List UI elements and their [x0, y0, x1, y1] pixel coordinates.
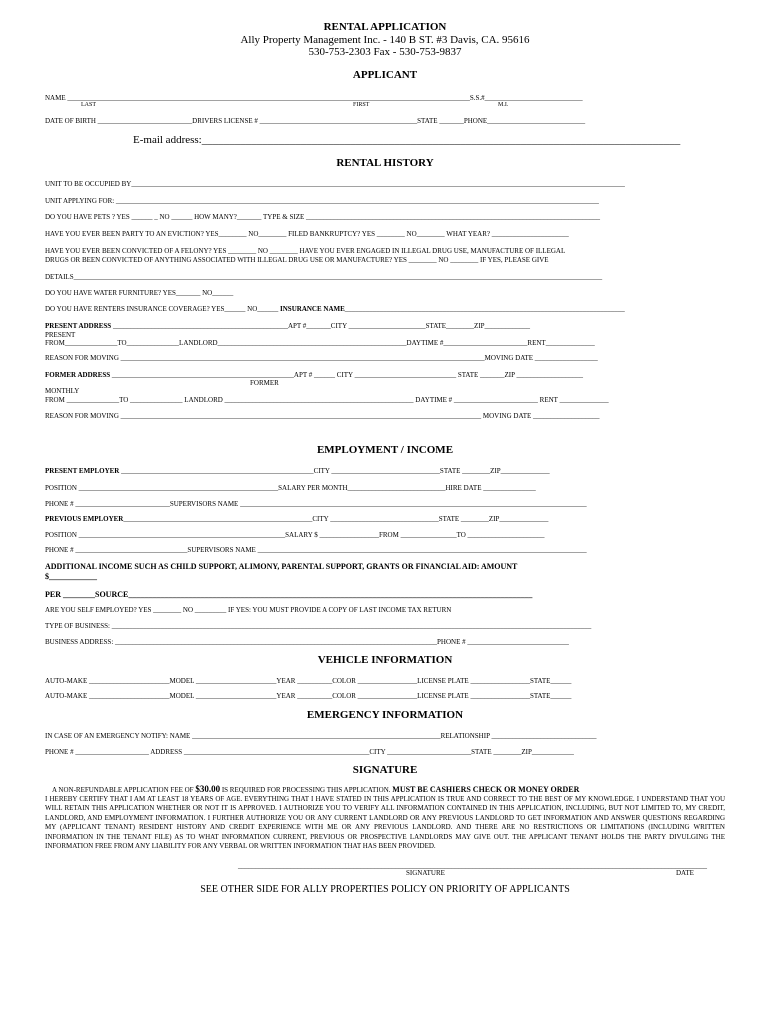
former-address-label: FORMER ADDRESS	[45, 371, 111, 379]
felony-question-line-2[interactable]: DRUGS OR BEEN CONVICTED OF ANYTHING ASSOCIATED WITH ILLEGAL DRUG USE OR MANUFACTURE? YES ________ NO ________ IF YES, PLEASE GIVE	[45, 256, 549, 264]
fee-text-start: A NON-REFUNDABLE APPLICATION FEE OF	[52, 786, 196, 794]
emergency-notify-field[interactable]: IN CASE OF AN EMERGENCY NOTIFY: NAME _______________________________________________________________________RELATIONSHIP ______________________________	[45, 732, 597, 740]
auto-2-field[interactable]: AUTO-MAKE _______________________MODEL _______________________YEAR __________COLOR _________________LICENSE PLATE _________________STATE______	[45, 692, 572, 700]
self-employed-field[interactable]: ARE YOU SELF EMPLOYED? YES ________ NO _________ IF YES: YOU MUST PROVIDE A COPY OF LAST INCOME TAX RETURN	[45, 606, 452, 614]
present-address-line: __________________________________________________APT #_______CITY ______________________STATE________ZIP_____________	[111, 322, 531, 330]
business-address-field[interactable]: BUSINESS ADDRESS: ____________________________________________________________________________________________PHONE # _____________________________	[45, 638, 569, 646]
additional-income-label: ADDITIONAL INCOME SUCH AS CHILD SUPPORT, ALIMONY, PARENTAL SUPPORT, GRANTS OR FINANCIAL AID: AMOUNT	[45, 562, 518, 571]
dob-license-field[interactable]: DATE OF BIRTH ___________________________DRIVERS LICENSE # _____________________________________________STATE _______PHONE____________________________	[45, 117, 586, 125]
additional-income-amount-field[interactable]: $____________	[45, 572, 97, 581]
present-address-label: PRESENT ADDRESS	[45, 322, 112, 330]
felony-question-line-1[interactable]: HAVE YOU EVER BEEN CONVICTED OF A FELONY? YES ________ NO ________ HAVE YOU EVER ENGAGED IN ILLEGAL DRUG USE, MANUFACTURE OF ILLEGAL	[45, 247, 566, 255]
present-employer-field[interactable]	[45, 467, 550, 476]
signature-label: SIGNATURE	[406, 869, 445, 877]
email-field[interactable]: E-mail address:_______________________________________________________________________________________	[133, 134, 681, 146]
insurance-name-line: ________________________________________________________________________________	[344, 305, 625, 313]
details-field[interactable]: DETAILS_______________________________________________________________________________________________________________________________________________________	[45, 273, 603, 281]
signature-heading: SIGNATURE	[352, 764, 418, 776]
per-source-field[interactable]: PER ________SOURCE_____________________________________________________________________________________________________	[45, 590, 533, 599]
unit-applying-field[interactable]: UNIT APPLYING FOR: __________________________________________________________________________________________________________________________________________	[45, 197, 599, 205]
monthly-label: MONTHLY	[45, 387, 80, 395]
present-employer-line: _______________________________________________________CITY _______________________________STATE ________ZIP______________	[119, 467, 550, 475]
pets-field[interactable]: DO YOU HAVE PETS ? YES ______ _ NO ______ HOW MANY?_______ TYPE & SIZE ____________________________________________________________________________________	[45, 213, 601, 221]
emergency-phone-field[interactable]: PHONE # _____________________ ADDRESS _____________________________________________________CITY ________________________STATE ________ZIP____________	[45, 748, 574, 756]
rental-history-heading: RENTAL HISTORY	[336, 157, 434, 169]
certification-paragraph: I HEREBY CERTIFY THAT I AM AT LEAST 18 YEARS OF AGE. EVERYTHING THAT I HAVE STATED IN THIS APPLICATION IS TRUE AND CORRECT TO THE BEST OF MY KNOWLEDGE. I UNDERSTAND THAT YOU WILL RETAIN THIS APPLICATION WHETHER OR NOT IT IS APPROVED. I AUTHORIZE YOU TO VERIFY ALL INFORMATION CONTAINED IN THIS APPLICATION, INCLUDING, BUT NOT LIMITED TO, MY CREDIT, LANDLORD, AND EMPLOYMENT INFORMATION. I FURTHER AUTHORIZE YOU OR ANY CURRENT LANDLORD OR ANY PREVIOUS LANDLORD TO GET INFORMATION AND ANSWER QUESTIONS REGARDING MY (APPLICANT TENANT) RESIDENT HISTORY AND CREDIT EXPERIENCE WITH ME OR ANY PREVIOUS LANDLORD. AND THERE ARE NO RESTRICTIONS OR LIMITATIONS (INCLUDING WRITTEN INFORMATION IN THE TENANT FILE) AS TO WHAT INFORMATION CURRENT, PREVIOUS OR PROSPECTIVE LANDLORDS MAY GIVE OUT. THE APPLICANT TENANT HOLDS THE PARTY DIVULGING THE INFORMATION FREE FROM ANY LIABILITY FOR ANY VERBAL OR WRITTEN INFORMATION THAT HAS BEEN PROVIDED.	[45, 795, 725, 851]
company-phones: 530-753-2303 Fax - 530-753-9837	[308, 46, 462, 58]
name-field[interactable]: NAME ___________________________________________________________________________________________________________________S.S.#____________________________	[45, 94, 583, 102]
present-label: PRESENT	[45, 331, 76, 339]
application-fee-notice	[52, 785, 579, 795]
present-from-field[interactable]: FROM_______________TO_______________LANDLORD______________________________________________________DAYTIME #________________________RENT______________	[45, 339, 595, 347]
present-employer-label: PRESENT EMPLOYER	[45, 467, 120, 475]
previous-employer-field[interactable]	[45, 515, 548, 524]
signature-line[interactable]: ______________________________________________________________________________________________________________________________________	[238, 862, 707, 870]
name-sublabel-last: LAST	[81, 102, 96, 108]
previous-position-field[interactable]: POSITION ___________________________________________________________SALARY $ _________________FROM ________________TO ______________________	[45, 531, 545, 539]
type-business-field[interactable]: TYPE OF BUSINESS: _________________________________________________________________________________________________________________________________________	[45, 622, 592, 630]
eviction-field[interactable]: HAVE YOU EVER BEEN PARTY TO AN EVICTION? YES________ NO________ FILED BANKRUPTCY? YES ________ NO________ WHAT YEAR? ______________________	[45, 230, 569, 238]
former-address-line: ____________________________________________________APT # ______ CITY _____________________________ STATE _______ZIP ___________________	[110, 371, 584, 379]
company-address: Ally Property Management Inc. - 140 B ST. #3 Davis, CA. 95616	[240, 34, 530, 46]
previous-employer-line: ______________________________________________________CITY _______________________________STATE ________ZIP______________	[123, 515, 549, 523]
former-address-field[interactable]	[45, 371, 583, 380]
fee-amount: $30.00	[195, 784, 221, 794]
previous-phone-field[interactable]: PHONE # ________________________________SUPERVISORS NAME ______________________________________________________________________________________________	[45, 546, 587, 554]
former-from-field[interactable]: FROM _______________TO _______________ LANDLORD ______________________________________________________ DAYTIME # ________________________ RENT ______________	[45, 396, 609, 404]
insurance-name-label: INSURANCE NAME	[280, 305, 345, 313]
date-label: DATE	[676, 869, 694, 877]
former-label: FORMER	[250, 379, 279, 387]
footer-note: SEE OTHER SIDE FOR ALLY PROPERTIES POLICY ON PRIORITY OF APPLICANTS	[200, 884, 570, 895]
previous-employer-label: PREVIOUS EMPLOYER	[45, 515, 124, 523]
present-address-field[interactable]	[45, 322, 530, 331]
employment-heading: EMPLOYMENT / INCOME	[316, 444, 454, 456]
insurance-field[interactable]	[45, 305, 625, 314]
former-reason-field[interactable]: REASON FOR MOVING _______________________________________________________________________________________________________ MOVING DATE ___________________	[45, 412, 600, 420]
fee-text-middle: IS REQUIRED FOR PROCESSING THIS APPLICATION.	[220, 786, 393, 794]
present-reason-field[interactable]: REASON FOR MOVING ________________________________________________________________________________________________________MOVING DATE __________________	[45, 354, 598, 362]
applicant-heading: APPLICANT	[352, 69, 418, 81]
name-sublabel-mi: M.I.	[498, 102, 509, 108]
vehicle-heading: VEHICLE INFORMATION	[317, 654, 453, 666]
emergency-heading: EMERGENCY INFORMATION	[306, 709, 464, 721]
form-title: RENTAL APPLICATION	[323, 21, 447, 33]
auto-1-field[interactable]: AUTO-MAKE _______________________MODEL _______________________YEAR __________COLOR _________________LICENSE PLATE _________________STATE______	[45, 677, 572, 685]
present-phone-field[interactable]: PHONE # ___________________________SUPERVISORS NAME ___________________________________________________________________________________________________	[45, 500, 587, 508]
name-sublabel-first: FIRST	[353, 102, 370, 108]
insurance-question: DO YOU HAVE RENTERS INSURANCE COVERAGE? YES______ NO______	[45, 305, 281, 313]
fee-payment-method: MUST BE CASHIERS CHECK OR MONEY ORDER	[392, 785, 580, 794]
present-position-field[interactable]: POSITION _________________________________________________________SALARY PER MONTH____________________________HIRE DATE _______________	[45, 484, 536, 492]
unit-occupied-field[interactable]: UNIT TO BE OCCUPIED BY_____________________________________________________________________________________________________________________________________________	[45, 180, 625, 188]
water-furniture-field[interactable]: DO YOU HAVE WATER FURNITURE? YES_______ NO______	[45, 289, 234, 297]
